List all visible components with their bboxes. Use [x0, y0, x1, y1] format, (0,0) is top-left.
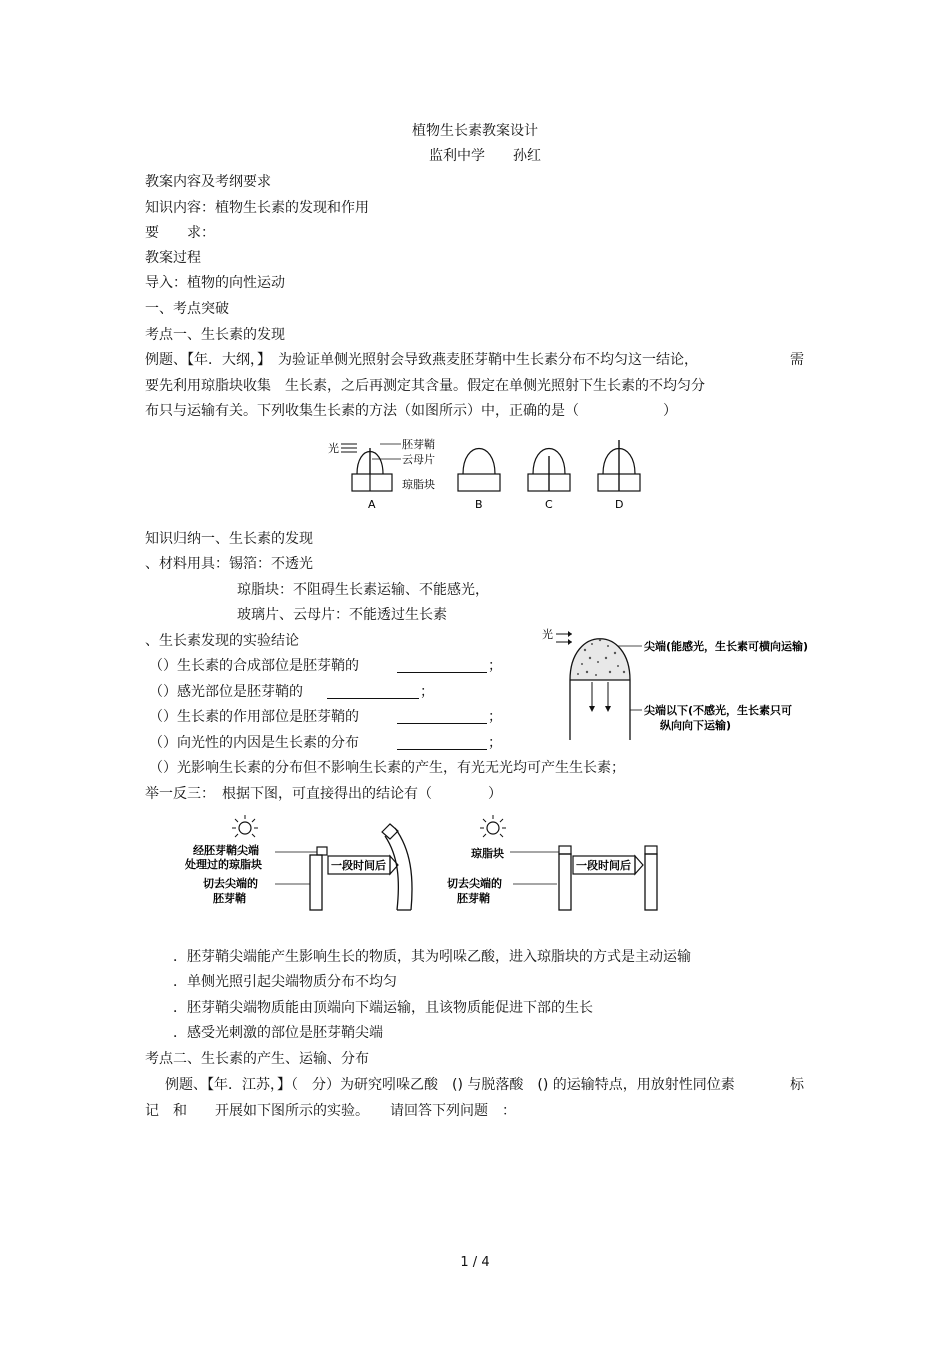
fig1-light-label: 光	[328, 442, 339, 455]
option-d-label: D	[615, 498, 624, 511]
example1-line-1-end: 需	[790, 352, 804, 368]
summary-title: 知识归纳一、生长素的发现	[145, 531, 313, 547]
example1-line-3: 布只与运输有关。下列收集生长素的方法（如图所示）中，正确的是（ ）	[145, 403, 677, 419]
agar-experiment-figure	[185, 812, 665, 914]
left-label-1: 经胚芽鞘尖端	[193, 844, 259, 857]
right-label-1: 琼脂块	[471, 847, 504, 860]
section2-title: 考点二、生长素的产生、运输、分布	[145, 1051, 369, 1067]
conclusion-item-3: （）生长素的作用部位是胚芽鞘的	[149, 709, 359, 725]
intro-line-3: 要 求：	[145, 225, 215, 241]
summary-agar: 琼脂块：不阻碍生长素运输、不能感光，	[237, 582, 489, 598]
option-a-label: A	[368, 498, 376, 511]
practice-option-b: ．单侧光照引起尖端物质分布不均匀	[173, 974, 397, 990]
intro-line-7: 考点一、生长素的发现	[145, 327, 285, 343]
semicolon-2: ；	[420, 684, 434, 700]
right-label-3: 胚芽鞘	[457, 892, 490, 905]
sun-icon	[480, 815, 506, 837]
summary-materials: 、材料用具：锡箔：不透光	[145, 556, 313, 572]
left-label-2: 处理过的琼脂块	[185, 858, 262, 871]
coleoptile-options-figure	[325, 432, 655, 514]
section2-line-2: 记 和 开展如下图所示的实验。 请回答下列问题 ：	[145, 1103, 516, 1119]
option-b-label: B	[475, 498, 483, 511]
left-label-3: 切去尖端的	[203, 877, 258, 890]
section2-line-1: 例题、【年．江苏，】（ 分）为研究吲哚乙酸 () 与脱落酸 () 的运输特点，用放射性同位素	[165, 1077, 735, 1093]
left-arrow-text: 一段时间后	[331, 859, 386, 872]
option-d-diagram	[598, 440, 640, 511]
blank-4[interactable]	[397, 749, 487, 750]
blank-3[interactable]	[397, 723, 487, 724]
page-number: 1 / 4	[460, 1255, 490, 1270]
summary-conclusion: 、生长素发现的实验结论	[145, 633, 299, 649]
blank-2[interactable]	[327, 698, 419, 699]
semicolon-4: ；	[488, 735, 502, 751]
example1-line-1: 例题、【年．大纲，】 为验证单侧光照射会导致燕麦胚芽鞘中生长素分布不均匀这一结论，	[145, 352, 698, 368]
below-tip-label-1: 尖端以下(不感光，生长素只可	[644, 704, 793, 717]
fig2-light-label: 光	[542, 628, 553, 641]
label-sheath: 胚芽鞘	[402, 438, 435, 451]
practice-option-a: ．胚芽鞘尖端能产生影响生长的物质，其为吲哚乙酸，进入琼脂块的方式是主动运输	[173, 949, 691, 965]
sun-icon	[232, 815, 258, 837]
tip-label: 尖端(能感光，生长素可横向运输)	[644, 640, 809, 653]
practice-option-c: ．胚芽鞘尖端物质能由顶端向下端运输，且该物质能促进下部的生长	[173, 1000, 593, 1016]
example1-line-2: 要先利用琼脂块收集 生长素，之后再测定其含量。假定在单侧光照射下生长素的不均匀分	[145, 378, 705, 394]
label-agar: 琼脂块	[402, 478, 435, 491]
option-c-label: C	[545, 498, 553, 511]
conclusion-item-1: （）生长素的合成部位是胚芽鞘的	[149, 658, 359, 674]
semicolon-1: ；	[488, 658, 502, 674]
summary-glass: 玻璃片、云母片：不能透过生长素	[237, 607, 447, 623]
intro-line-5: 导入：植物的向性运动	[145, 275, 285, 291]
practice-option-d: ．感受光刺激的部位是胚芽鞘尖端	[173, 1025, 383, 1041]
intro-line-1: 教案内容及考纲要求	[145, 174, 271, 190]
conclusion-item-4: （）向光性的内因是生长素的分布	[149, 735, 359, 751]
left-label-4: 胚芽鞘	[213, 892, 246, 905]
blank-1[interactable]	[397, 672, 487, 673]
author-line: 监利中学 孙红	[429, 148, 541, 164]
below-tip-label-2: 纵向向下运输)	[660, 719, 732, 732]
right-label-2: 切去尖端的	[447, 877, 502, 890]
page-title: 植物生长素教案设计	[412, 123, 538, 139]
intro-line-6: 一、考点突破	[145, 301, 229, 317]
label-mica: 云母片	[402, 453, 435, 466]
conclusion-item-2: （）感光部位是胚芽鞘的	[149, 684, 303, 700]
coleoptile-tip-figure	[540, 620, 830, 742]
intro-line-2: 知识内容：植物生长素的发现和作用	[145, 200, 369, 216]
intro-line-4: 教案过程	[145, 250, 201, 266]
option-b-diagram	[458, 449, 500, 512]
option-c-diagram	[528, 449, 570, 512]
right-arrow-text: 一段时间后	[576, 859, 631, 872]
semicolon-3: ；	[488, 709, 502, 725]
section2-line-1-end: 标	[790, 1077, 804, 1093]
option-a-diagram	[352, 437, 435, 511]
practice-question: 举一反三： 根据下图，可直接得出的结论有（ ）	[145, 786, 502, 802]
conclusion-item-5: （）光影响生长素的分布但不影响生长素的产生，有光无光均可产生生长素；	[149, 760, 625, 776]
